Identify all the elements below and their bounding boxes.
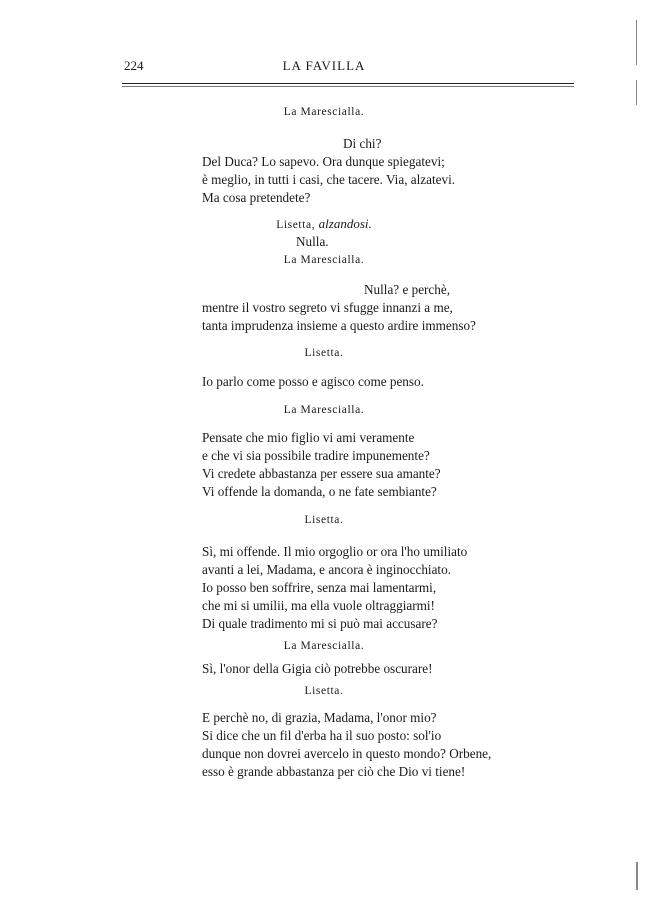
speaker-lisetta: Lisetta. bbox=[304, 685, 344, 697]
speaker-lisetta bbox=[0, 216, 648, 232]
speaker-lisetta: Lisetta. bbox=[304, 347, 344, 359]
verse-line: Vi credete abbastanza per essere sua amante? bbox=[202, 466, 441, 481]
verse-line: Nulla? e perchè, bbox=[364, 282, 451, 297]
speaker-marescialla: La Marescialla. bbox=[283, 640, 365, 652]
verse-line: Io posso ben soffrire, senza mai lamentarmi, bbox=[202, 580, 437, 595]
verse-line: dunque non dovrei avercelo in questo mondo? Orbene, bbox=[202, 746, 492, 761]
running-title: LA FAVILLA bbox=[282, 58, 366, 73]
speaker-marescialla: La Marescialla. bbox=[283, 404, 365, 416]
verse-line: Nulla. bbox=[296, 234, 329, 249]
speaker-name: Lisetta, bbox=[276, 219, 316, 231]
verse-line: Io parlo come posso e agisco come penso. bbox=[202, 374, 424, 389]
page-edge-mark bbox=[636, 80, 637, 105]
verse-line: e che vi sia possibile tradire impunemente? bbox=[202, 448, 430, 463]
verse-line: mentre il vostro segreto vi sfugge innanzi a me, bbox=[202, 300, 453, 315]
speaker-lisetta: Lisetta. bbox=[304, 514, 344, 526]
verse-line: esso è grande abbastanza per ciò che Dio vi tiene! bbox=[202, 764, 466, 779]
verse-line: avanti a lei, Madama, e ancora è inginocchiato. bbox=[202, 562, 451, 577]
verse-line: E perchè no, di grazia, Madama, l'onor mio? bbox=[202, 710, 437, 725]
verse-line: Sì, mi offende. Il mio orgoglio or ora l'ho umiliato bbox=[202, 544, 468, 559]
verse-line: è meglio, in tutti i casi, che tacere. Via, alzatevi. bbox=[202, 172, 456, 187]
speaker-marescialla: La Marescialla. bbox=[283, 254, 365, 266]
page-edge-mark bbox=[636, 862, 638, 890]
verse-line: che mi si umilii, ma ella vuole oltraggiarmi! bbox=[202, 598, 435, 613]
verse-line: Pensate che mio figlio vi ami veramente bbox=[202, 430, 415, 445]
header-rule-thin bbox=[122, 86, 574, 87]
verse-line: Del Duca? Lo sapevo. Ora dunque spiegatevi; bbox=[202, 154, 445, 169]
verse-line: Ma cosa pretendete? bbox=[202, 190, 311, 205]
header-rule bbox=[122, 83, 574, 84]
page-edge-mark bbox=[636, 20, 637, 65]
speaker-marescialla: La Marescialla. bbox=[283, 106, 365, 118]
page-number: 224 bbox=[124, 58, 144, 73]
stage-direction: alzandosi. bbox=[318, 216, 372, 231]
verse-line: Di quale tradimento mi si può mai accusare? bbox=[202, 616, 438, 631]
verse-line: Si dice che un fil d'erba ha il suo posto: sol'io bbox=[202, 728, 442, 743]
verse-line: Sì, l'onor della Gigia ciò potrebbe oscurare! bbox=[202, 661, 433, 676]
verse-line: Vi offende la domanda, o ne fate sembiante? bbox=[202, 484, 437, 499]
verse-line: tanta imprudenza insieme a questo ardire immenso? bbox=[202, 318, 476, 333]
verse-line: Di chi? bbox=[343, 136, 382, 151]
